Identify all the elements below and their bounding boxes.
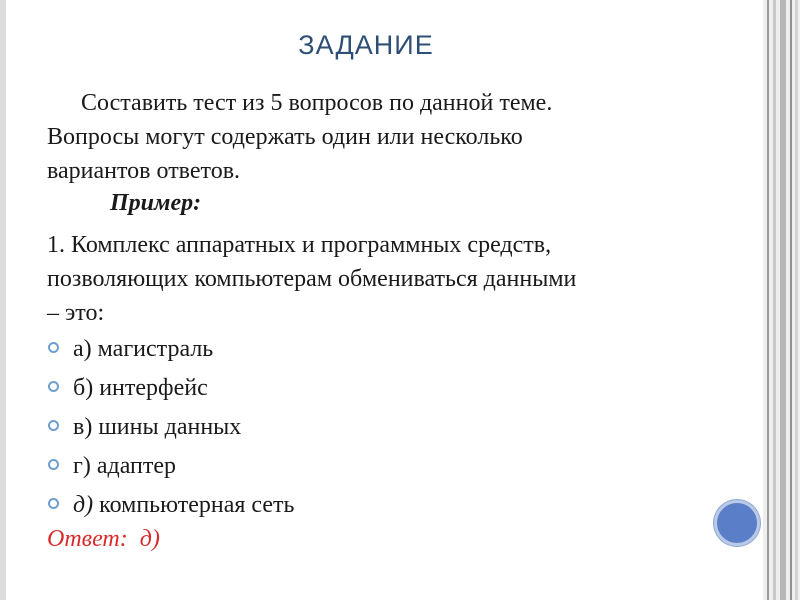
option-letter: г) (73, 453, 91, 479)
slide-title: ЗАДАНИЕ (298, 30, 434, 60)
task-paragraph (47, 86, 737, 188)
option-text: адаптер (96, 453, 177, 479)
option-letter: а) (73, 336, 92, 362)
option-letter: в) (73, 414, 93, 440)
list-item (47, 330, 727, 369)
list-item (47, 447, 727, 486)
option-text: магистраль (97, 336, 214, 362)
answer-line (47, 526, 160, 553)
left-border-strip (0, 0, 6, 600)
option-text: компьютерная сеть (99, 492, 295, 518)
right-decorative-stripes (763, 0, 800, 600)
answer-label: Ответ: (47, 526, 128, 552)
example-label: Пример: (110, 190, 202, 216)
question-line-1: 1. Комплекс аппаратных и программных средств, (47, 232, 552, 258)
list-item (47, 486, 727, 525)
circle-bullet-icon (48, 420, 59, 431)
answer-options-list (47, 330, 727, 525)
navigation-circle-button[interactable] (714, 500, 760, 546)
task-line-3: вариантов ответов. (47, 158, 241, 184)
question-line-2: позволяющих компьютерам обмениваться данными (47, 266, 577, 292)
question-line-3: – это: (47, 300, 105, 326)
option-text: шины данных (98, 414, 242, 440)
circle-bullet-icon (48, 459, 59, 470)
answer-value: д) (139, 526, 160, 552)
list-item (47, 408, 727, 447)
example-question (47, 228, 737, 330)
option-letter: б) (73, 375, 94, 401)
task-line-2: Вопросы могут содержать один или несколько (47, 124, 523, 150)
option-letter: д) (73, 492, 94, 518)
circle-bullet-icon (48, 498, 59, 509)
option-text: интерфейс (99, 375, 208, 401)
list-item (47, 369, 727, 408)
task-line-1: Составить тест из 5 вопросов по данной теме. (81, 90, 553, 116)
circle-bullet-icon (48, 381, 59, 392)
circle-bullet-icon (48, 342, 59, 353)
